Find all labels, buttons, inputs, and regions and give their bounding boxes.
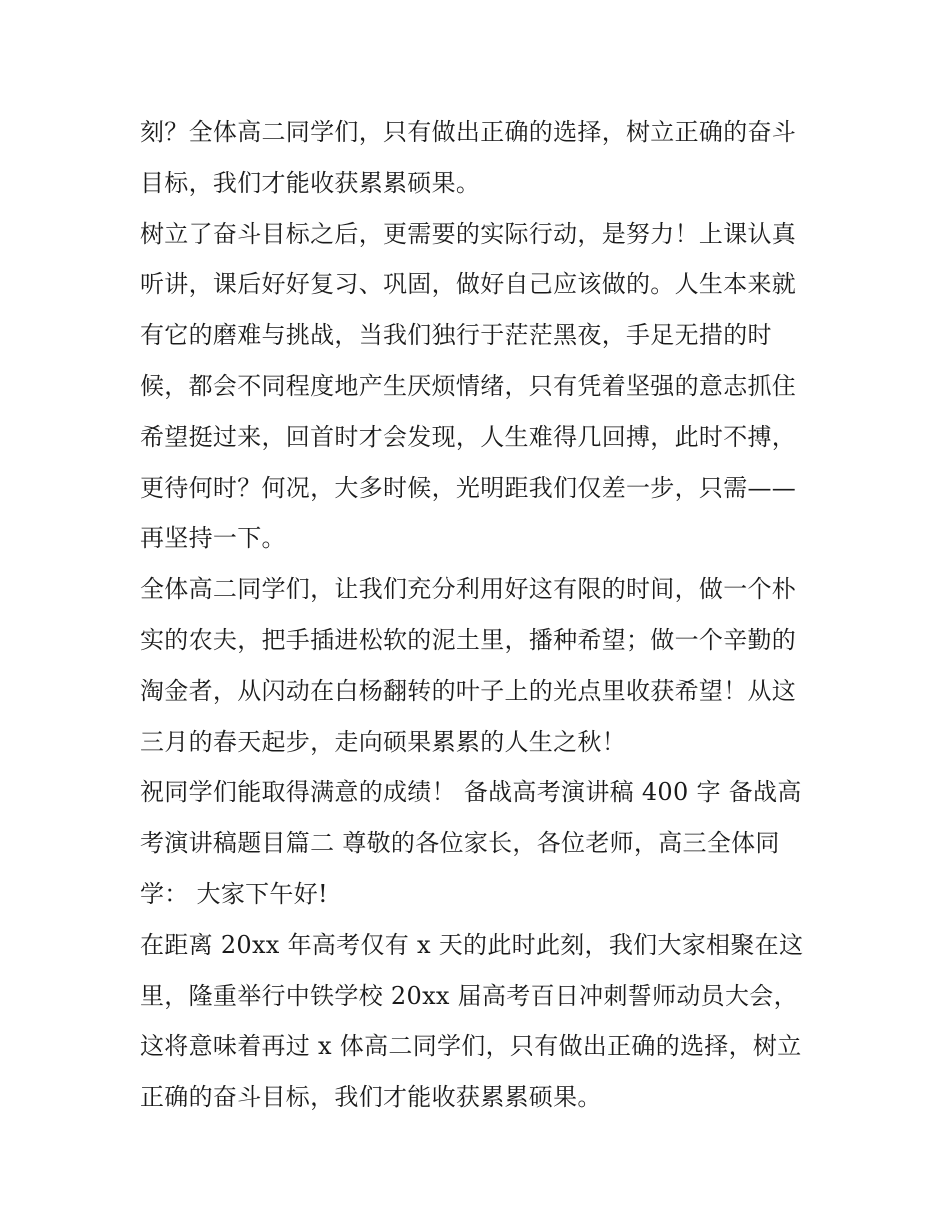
- text-line: 祝同学们能取得满意的成绩！ 备战高考演讲稿 400 字 备战高: [140, 778, 802, 807]
- text-line: 希望挺过来，回首时才会发现，人生难得几回搏，此时不搏，: [140, 422, 797, 451]
- text-line: 刻？全体高二同学们，只有做出正确的选择，树立正确的奋斗: [140, 118, 797, 146]
- text-line: 里，隆重举行中铁学校 20xx 届高考百日冲刺誓师动员大会，: [140, 981, 798, 1010]
- text-line: 学： 大家下午好!: [140, 879, 328, 908]
- text-line: 目标，我们才能收获累累硕果。: [140, 168, 481, 197]
- text-line: 有它的磨难与挑战，当我们独行于茫茫黑夜，手足无措的时: [140, 321, 772, 350]
- text-line: 正确的奋斗目标，我们才能收获累累硕果。: [140, 1083, 602, 1112]
- text-line: 听讲，课后好好复习、巩固，做好自己应该做的。人生本来就: [140, 270, 797, 299]
- text-line: 再坚持一下。: [140, 524, 286, 553]
- text-line: 淘金者，从闪动在白杨翻转的叶子上的光点里收获希望！从这: [140, 676, 797, 705]
- text-line: 三月的春天起步，走向硕果累累的人生之秋！: [140, 727, 626, 756]
- text-line: 实的农夫，把手插进松软的泥土里，播种希望；做一个辛勤的: [140, 625, 797, 654]
- text-line: 树立了奋斗目标之后，更需要的实际行动，是努力！上课认真: [140, 219, 797, 248]
- text-line: 考演讲稿题目篇二 尊敬的各位家长，各位老师，高三全体同: [140, 829, 780, 858]
- text-line: 全体高二同学们，让我们充分利用好这有限的时间，做一个朴: [140, 575, 797, 604]
- text-line: 候，都会不同程度地产生厌烦情绪，只有凭着坚强的意志抓住: [140, 371, 797, 400]
- document-body: [140, 107, 815, 1123]
- text-line: 在距离 20xx 年高考仅有 x 天的此时此刻，我们大家相聚在这: [140, 930, 804, 959]
- text-line: 这将意味着再过 x 体高二同学们，只有做出正确的选择，树立: [140, 1032, 802, 1061]
- text-line: 更待何时？何况，大多时候，光明距我们仅差一步，只需——: [140, 473, 797, 502]
